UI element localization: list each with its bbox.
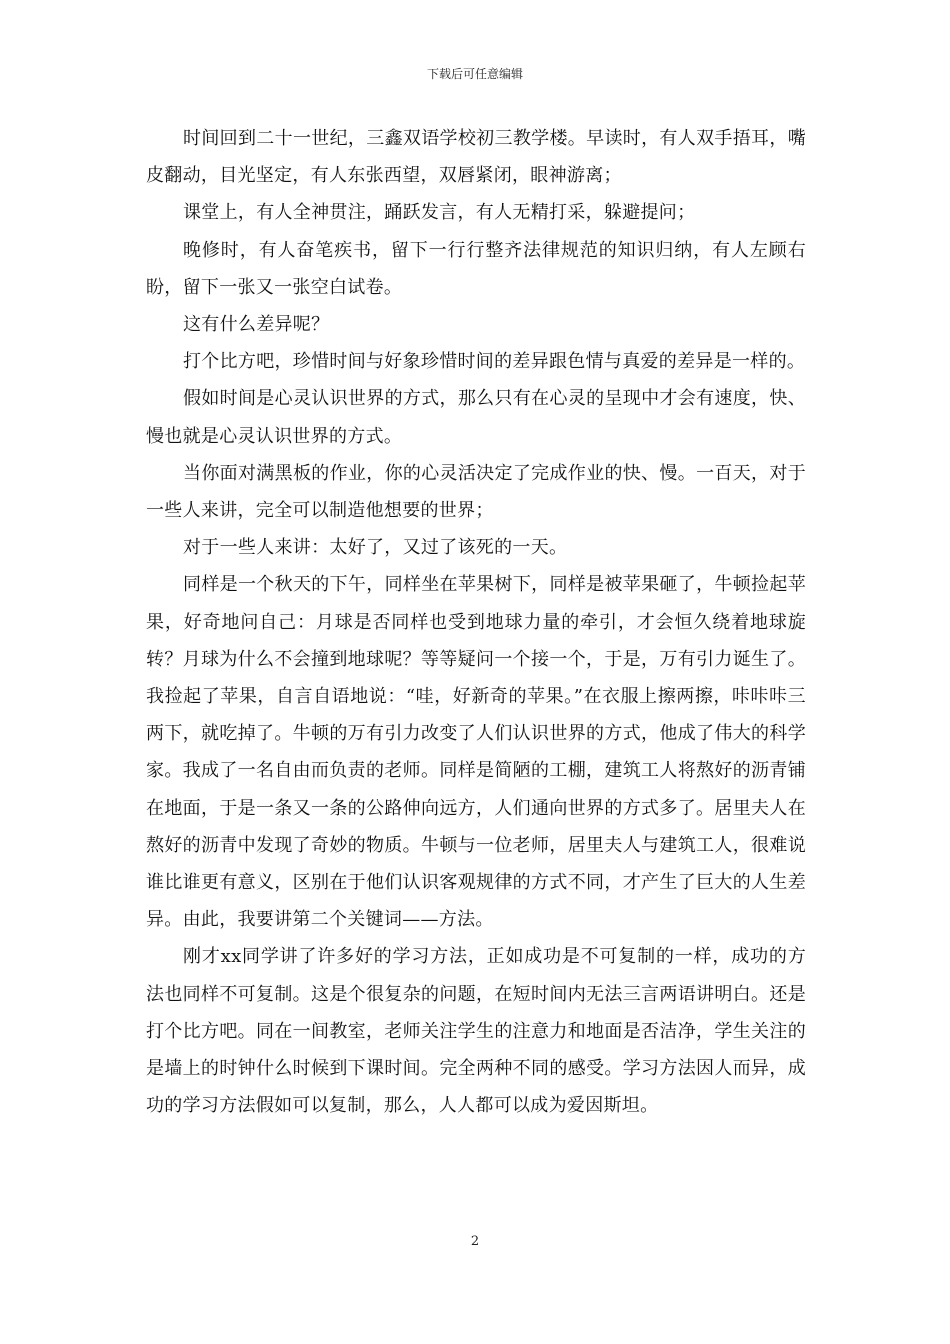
- paragraph: 同样是一个秋天的下午，同样坐在苹果树下，同样是被苹果砸了，牛顿捡起苹果，好奇地问自己：月球是否同样也受到地球力量的牵引，才会恒久绕着地球旋转？月球为什么不会撞到地球呢？等等疑问一个接一个，于是，万有引力诞生了。我捡起了苹果，自言自语地说：“哇，好新奇的苹果。”在衣服上擦两擦，咔咔咔三两下，就吃掉了。牛顿的万有引力改变了人们认识世界的方式，他成了伟大的科学家。我成了一名自由而负责的老师。同样是简陋的工棚，建筑工人将熬好的沥青铺在地面，于是一条又一条的公路伸向远方，人们通向世界的方式多了。居里夫人在熬好的沥青中发现了奇妙的物质。牛顿与一位老师，居里夫人与建筑工人，很难说谁比谁更有意义，区别在于他们认识客观规律的方式不同，才产生了巨大的人生差异。由此，我要讲第二个关键词——方法。: [146, 574, 806, 931]
- page-header: 下载后可任意编辑: [426, 67, 523, 81]
- paragraph: 时间回到二十一世纪，三鑫双语学校初三教学楼。早读时，有人双手捂耳，嘴皮翻动，目光坚定，有人东张西望，双唇紧闭，眼神游离；: [146, 128, 806, 187]
- paragraph: 晚修时，有人奋笔疾书，留下一行行整齐法律规范的知识归纳，有人左顾右盼，留下一张又一张空白试卷。: [146, 239, 806, 298]
- page-number: 2: [470, 1234, 480, 1249]
- paragraph: 当你面对满黑板的作业，你的心灵活决定了完成作业的快、慢。一百天，对于一些人来讲，完全可以制造他想要的世界；: [146, 462, 806, 522]
- paragraph: 假如时间是心灵认识世界的方式，那么只有在心灵的呈现中才会有速度，快、慢也就是心灵认识世界的方式。: [146, 388, 806, 447]
- paragraph: 这有什么差异呢？: [183, 314, 330, 336]
- paragraph: 打个比方吧，珍惜时间与好象珍惜时间的差异跟色情与真爱的差异是一样的。: [183, 351, 806, 373]
- paragraph: 课堂上，有人全神贯注，踊跃发言，有人无精打采，躲避提问；: [183, 202, 696, 224]
- body-text: [146, 120, 806, 1124]
- paragraph: 刚才xx同学讲了许多好的学习方法，正如成功是不可复制的一样，成功的方法也同样不可复制。这是个很复杂的问题，在短时间内无法三言两语讲明白。还是打个比方吧。同在一间教室，老师关注学生的注意力和地面是否洁净，学生关注的是墙上的时钟什么时候到下课时间。完全两种不同的感受。学习方法因人而异，成功的学习方法假如可以复制，那么，人人都可以成为爱因斯坦。: [146, 946, 806, 1117]
- paragraph: 对于一些人来讲：太好了，又过了该死的一天。: [183, 537, 568, 559]
